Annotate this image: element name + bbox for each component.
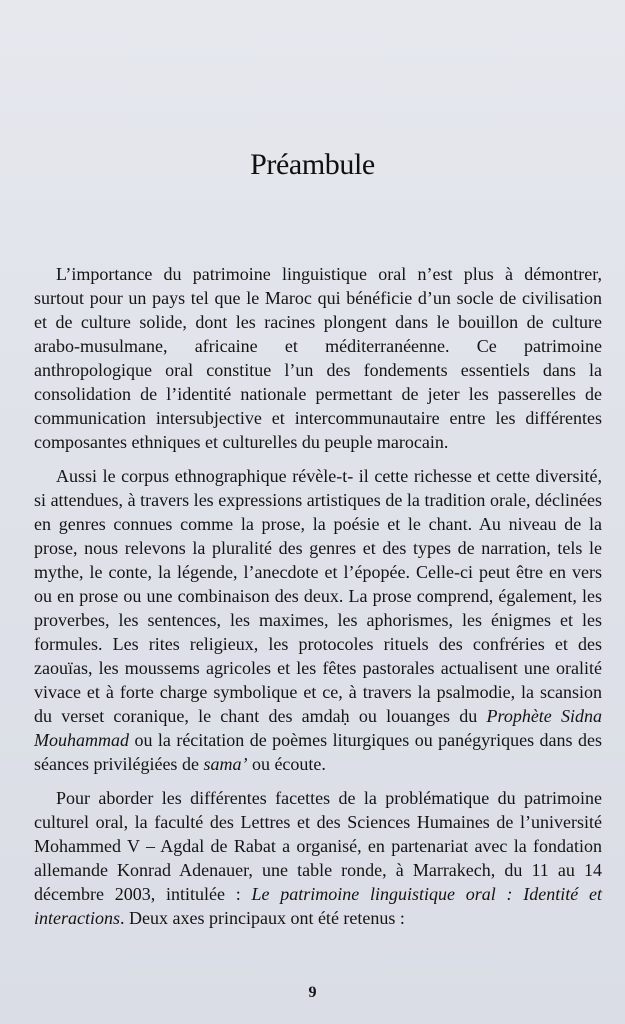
paragraph-1: L’importance du patrimoine linguistique oral n’est plus à démontrer, surtout pour un pays tel que le Maroc qui bénéficie d’un socle de civilisation et de culture solide, dont les racines plongent dans le bouillon de culture arabo-musulmane, africaine et méditerranéenne. Ce patrimoine anthropologique oral constitue l’un des fondements essentiels dans la consolidation de l’identité nationale permettant de jeter les passerelles de communication intersubjective et intercommunautaire entre les différentes composantes ethniques et culturelles du peuple marocain.	[34, 264, 602, 452]
paragraph-2-italic-sama: sama’	[203, 754, 248, 774]
paragraph-2-text-c: ou la récitation de poèmes liturgiques ou panégyriques dans des séances privilégiées de	[34, 730, 602, 774]
paragraph-2	[34, 464, 602, 776]
page-number: 9	[308, 984, 317, 1001]
paragraph-3-italic-title: Le patrimoine linguistique oral : Identité et interactions	[34, 884, 603, 928]
paragraph-3	[34, 786, 602, 930]
paragraph-3-text-c: . Deux axes principaux ont été retenus :	[120, 908, 405, 928]
paragraph-2-text-a: Aussi le corpus ethnographique révèle-t- il cette richesse et cette diversité, si attendues, à travers les expressions artistiques de la tradition orale, déclinées en genres connues comme la prose, la poésie et le chant. Au niveau de la prose, nous relevons la pluralité des genres et des types de narration, tels le mythe, le conte, la légende, l’anecdote et l’épopée. Celle-ci peut être en vers ou en prose ou une combinaison des deux. La prose comprend, également, les proverbes, les sentences, les maximes, les aphorismes, les énigmes et les formules. Les rites religieux, les protocoles rituels des confréries et des zaouïas, les moussems agricoles et les fêtes pastorales actualisent une oralité vivace et à forte charge symbolique et ce, à travers la psalmodie, la scansion du verset coranique, le chant des amdaḥ ou louanges du	[34, 466, 602, 726]
page-title: Préambule	[250, 148, 375, 181]
paragraph-2-text-e: ou écoute.	[247, 754, 326, 774]
paragraph-3-text-a: Pour aborder les différentes facettes de la problématique du patrimoine culturel oral, la faculté des Lettres et des Sciences Humaines de l’université Mohammed V – Agdal de Rabat a organisé, en partenariat avec la fondation allemande Konrad Adenauer, une table ronde, à Marrakech, du 11 au 14 décembre 2003, intitulée :	[34, 788, 602, 904]
paragraph-2-italic-prophete: Prophète Sidna Mouhammad	[34, 706, 603, 750]
body-text	[34, 262, 602, 940]
